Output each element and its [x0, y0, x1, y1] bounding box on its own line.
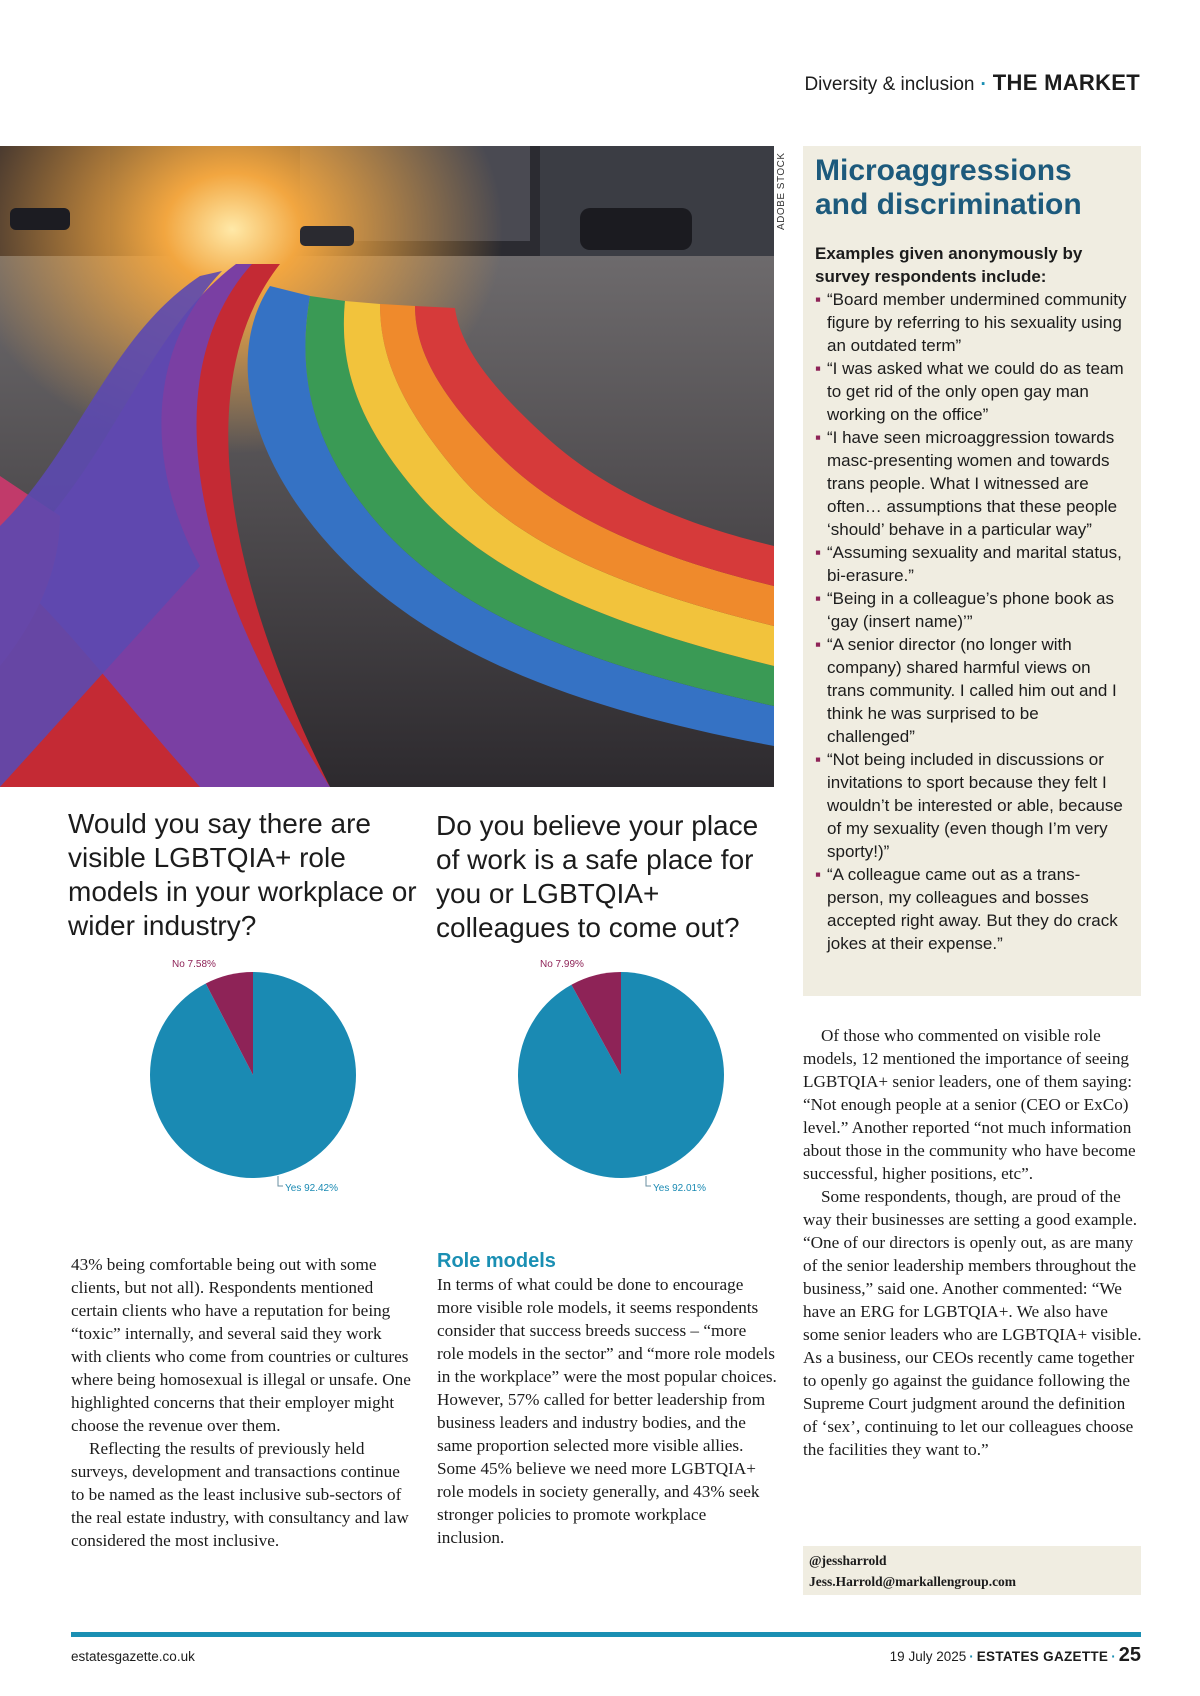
footer-separator: · — [1111, 1649, 1116, 1664]
section-name: Diversity & inclusion — [804, 74, 975, 95]
running-head — [804, 70, 1140, 96]
body-paragraph: In terms of what could be done to encourage more visible role models, it seems respondents consider that success breeds success – “more role models in the sector” and “more role models in the workplace” were the most popular choices. However, 57% called for better leadership from business leaders and industry bodies, and the same proportion selected more visible allies. Some 45% believe we need more LGBTQIA+ role models in society generally, and 43% seek stronger policies to promote workplace inclusion. — [437, 1275, 777, 1547]
department-name: THE MARKET — [992, 70, 1140, 95]
page-number: 25 — [1118, 1644, 1141, 1666]
bullet-icon: ▪ — [815, 543, 822, 562]
sidebar-item-text: “A senior director (no longer with company) shared harmful views on trans community. I called him out and I think he was surprised to be challenged” — [827, 635, 1117, 746]
sidebar-item-text: “I was asked what we could do as team to get rid of the only open gay man working on the office” — [827, 359, 1124, 424]
sidebar-item — [815, 748, 1129, 863]
pie-label-yes: Yes 92.42% — [285, 1183, 339, 1194]
bullet-icon: ▪ — [815, 359, 822, 378]
bullet-icon: ▪ — [815, 290, 822, 309]
body-column-1 — [71, 1253, 411, 1552]
pie-label-no: No 7.99% — [540, 959, 584, 970]
bullet-icon: ▪ — [815, 865, 822, 884]
bullet-icon: ▪ — [815, 589, 822, 608]
issue-date: 19 July 2025 — [889, 1649, 967, 1664]
sidebar-box — [803, 146, 1141, 996]
pie-leader-line — [646, 1176, 651, 1186]
chart-question-role-models: Would you say there are visible LGBTQIA+ role models in your workplace or wider industry? — [68, 808, 417, 941]
photo-credit — [776, 146, 794, 230]
footer-website[interactable]: estatesgazette.co.uk — [71, 1649, 195, 1664]
sidebar-item-text: “Assuming sexuality and marital status, bi-erasure.” — [827, 543, 1122, 585]
author-email[interactable]: Jess.Harrold@markallengroup.com — [809, 1574, 1017, 1589]
sidebar-item-text: “I have seen microaggression towards masc-presenting women and towards trans people. What I witnessed are often… assumptions that these people ‘should’ behave in a particular way” — [827, 428, 1118, 539]
sidebar-item — [815, 357, 1129, 426]
footer-folio — [890, 1644, 1141, 1667]
author-handle[interactable]: @jessharrold — [809, 1553, 887, 1568]
sidebar-intro: Examples given anonymously by survey respondents include: — [815, 244, 1083, 286]
photo-illustration — [0, 146, 774, 787]
sidebar-item — [815, 288, 1129, 357]
body-paragraph: Some respondents, though, are proud of the way their businesses are setting a good example. “One of our directors is openly out, as are many of the senior leadership members throughout the business,” said one. Another commented: “We have an ERG for LGBTQIA+. We also have some senior leaders who are LGBTQIA+ visible. As a business, our CEOs recently came together to openly go against the guidance following the Supreme Court judgment around the definition of ‘sex’, continuing to let our colleagues choose the facilities they want to.” — [803, 1187, 1142, 1459]
body-paragraph: 43% being comfortable being out with some clients, but not all). Respondents mentioned certain clients who have a reputation for being “toxic” internally, and several said they work with clients who come from countries or cultures where being homosexual is illegal or unsafe. One highlighted concerns that their employer might choose the revenue over them. — [71, 1255, 411, 1435]
sidebar-item — [815, 587, 1129, 633]
sidebar-item-text: “Board member undermined community figure by referring to his sexuality using an outdated term” — [827, 290, 1127, 355]
body-paragraph: Of those who commented on visible role models, 12 mentioned the importance of seeing LGBTQIA+ senior leaders, one of them saying: “Not enough people at a senior (CEO or ExCo) level.” Another reported “not much information about those in the community who have become successful, higher positions, etc”. — [803, 1026, 1136, 1183]
bullet-icon: ▪ — [815, 635, 822, 654]
body-paragraph: Reflecting the results of previously held surveys, development and transactions continue to be named as the least inclusive sub-sectors of the real estate industry, with consultancy and law considered the most inclusive. — [71, 1439, 409, 1550]
body-column-2 — [437, 1250, 777, 1549]
pie-label-no: No 7.58% — [172, 959, 216, 970]
pie-chart-safe-place — [508, 958, 748, 1218]
sidebar-item — [815, 541, 1129, 587]
sidebar-item-text: “A colleague came out as a trans-person, my colleagues and bosses accepted right away. But they do crack jokes at their expense.” — [827, 865, 1118, 953]
section-heading-role-models: Role models — [437, 1250, 556, 1272]
sidebar-item — [815, 863, 1129, 955]
sidebar-item-text: “Being in a colleague’s phone book as ‘gay (insert name)’” — [827, 589, 1115, 631]
footer-rule — [71, 1632, 1141, 1637]
pie-label-yes: Yes 92.01% — [653, 1183, 707, 1194]
publication-name: ESTATES GAZETTE — [976, 1649, 1109, 1664]
rainbow-road-photo — [0, 146, 774, 787]
sidebar-title: Microaggressions and discrimination — [815, 154, 1082, 221]
photo-credit-text: ADOBE STOCK — [776, 152, 787, 230]
header-separator: · — [980, 74, 987, 95]
sidebar-item-text: “Not being included in discussions or invitations to sport because they felt I wouldn’t be interested or able, because of my sexuality (even though I’m very sporty!)” — [827, 750, 1123, 861]
chart-question-safe-place: Do you believe your place of work is a safe place for you or LGBTQIA+ colleagues to come out? — [436, 810, 759, 943]
sidebar-item — [815, 633, 1129, 748]
sidebar-list — [815, 288, 1129, 955]
bullet-icon: ▪ — [815, 428, 822, 447]
pie-leader-line — [278, 1176, 283, 1186]
body-column-3 — [803, 1024, 1143, 1461]
footer-separator: · — [969, 1649, 974, 1664]
pie-chart-role-models — [140, 958, 380, 1218]
bullet-icon: ▪ — [815, 750, 822, 769]
sidebar-item — [815, 426, 1129, 541]
author-contact-box — [803, 1546, 1141, 1595]
